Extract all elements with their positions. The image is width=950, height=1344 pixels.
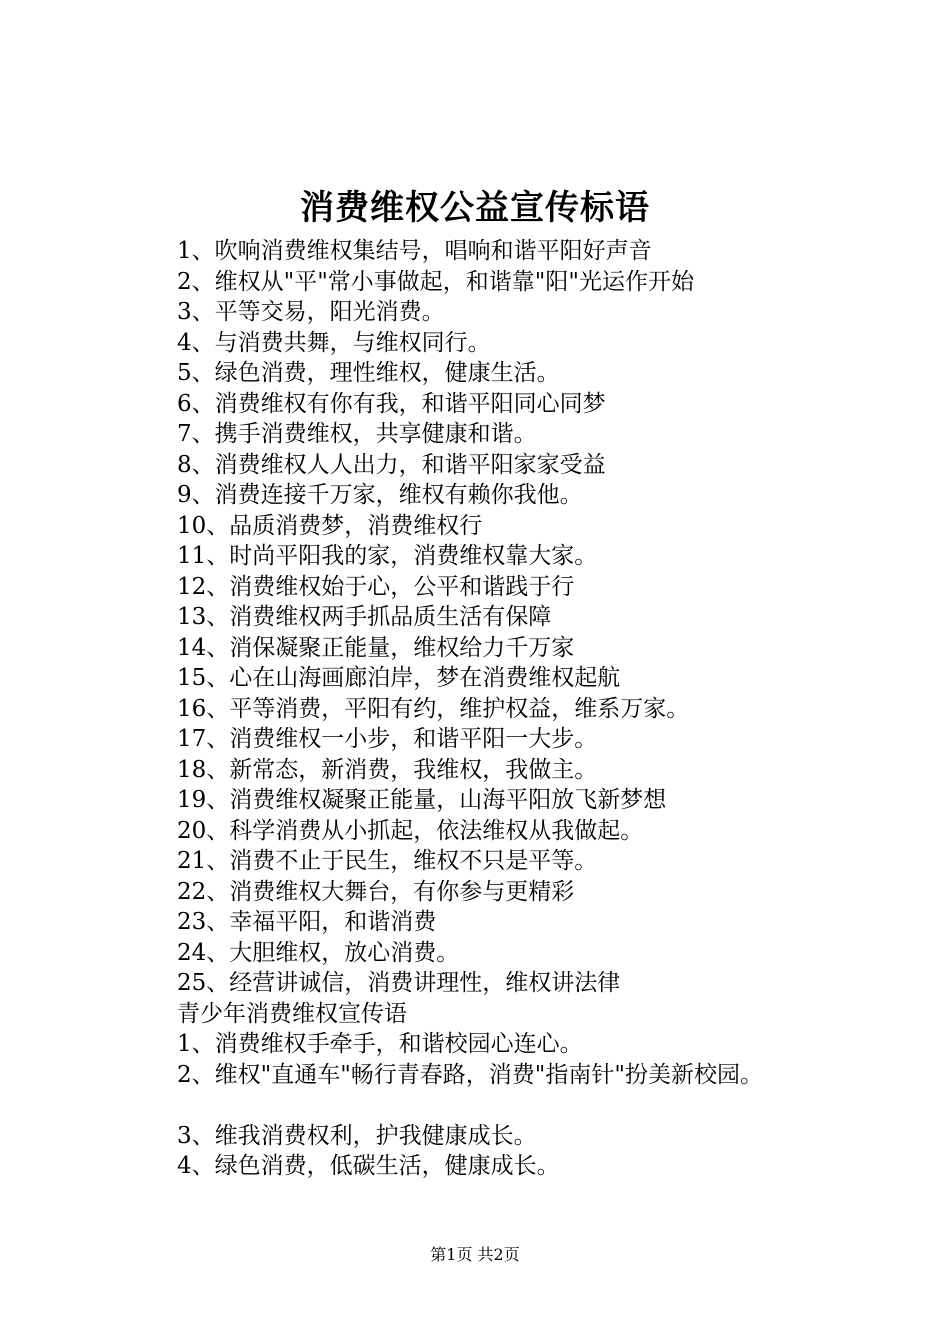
slogan-line: 5、绿色消费，理性维权，健康生活。 bbox=[177, 360, 560, 386]
slogan-line: 3、平等交易，阳光消费。 bbox=[177, 299, 445, 325]
section-heading: 青少年消费维权宣传语 bbox=[177, 1000, 407, 1027]
slogan-line: 1、消费维权手牵手，和谐校园心连心。 bbox=[177, 1031, 583, 1057]
slogan-line: 9、消费连接千万家，维权有赖你我他。 bbox=[177, 482, 583, 508]
slogan-line: 2、维权"直通车"畅行青春路，消费"指南针"扮美新校园。 bbox=[177, 1061, 763, 1088]
slogan-line: 3、维我消费权利，护我健康成长。 bbox=[177, 1122, 537, 1149]
slogan-line: 22、消费维权大舞台，有你参与更精彩 bbox=[177, 878, 575, 905]
page-title: 消费维权公益宣传标语 bbox=[300, 188, 650, 228]
slogan-line: 7、携手消费维权，共享健康和谐。 bbox=[177, 421, 537, 447]
slogan-line: 10、品质消费梦，消费维权行 bbox=[177, 512, 483, 539]
slogan-line: 2、维权从"平"常小事做起，和谐靠"阳"光运作开始 bbox=[177, 268, 694, 295]
slogan-line: 16、平等消费，平阳有约，维护权益，维系万家。 bbox=[177, 695, 690, 722]
slogan-line: 12、消费维权始于心，公平和谐践于行 bbox=[177, 573, 575, 600]
slogan-line: 11、时尚平阳我的家，消费维权靠大家。 bbox=[177, 543, 598, 569]
slogan-line: 19、消费维权凝聚正能量，山海平阳放飞新梦想 bbox=[177, 787, 667, 813]
slogan-list bbox=[177, 236, 937, 1182]
slogan-line: 6、消费维权有你有我，和谐平阳同心同梦 bbox=[177, 390, 606, 417]
slogan-line: 23、幸福平阳，和谐消费 bbox=[177, 909, 437, 935]
slogan-line: 25、经营讲诚信，消费讲理性，维权讲法律 bbox=[177, 970, 621, 996]
blank-line bbox=[177, 1090, 937, 1121]
youth-slogans-first bbox=[177, 1029, 937, 1090]
slogan-lines bbox=[177, 236, 937, 999]
slogan-line: 8、消费维权人人出力，和谐平阳家家受益 bbox=[177, 451, 606, 478]
page-footer: 第1页 共2页 bbox=[430, 1245, 520, 1264]
slogan-line: 18、新常态，新消费，我维权，我做主。 bbox=[177, 756, 598, 783]
slogan-line: 15、心在山海画廊泊岸，梦在消费维权起航 bbox=[177, 665, 621, 691]
slogan-line: 17、消费维权一小步，和谐平阳一大步。 bbox=[177, 726, 598, 752]
slogan-line: 14、消保凝聚正能量，维权给力千万家 bbox=[177, 634, 575, 661]
slogan-line: 4、与消费共舞，与维权同行。 bbox=[177, 329, 491, 356]
youth-slogans-second bbox=[177, 1121, 937, 1182]
slogan-line: 13、消费维权两手抓品质生活有保障 bbox=[177, 604, 552, 630]
slogan-line: 21、消费不止于民生，维权不只是平等。 bbox=[177, 848, 598, 874]
slogan-line: 1、吹响消费维权集结号，唱响和谐平阳好声音 bbox=[177, 238, 652, 264]
slogan-line: 4、绿色消费，低碳生活，健康成长。 bbox=[177, 1153, 560, 1179]
slogan-line: 20、科学消费从小抓起，依法维权从我做起。 bbox=[177, 817, 644, 844]
slogan-line: 24、大胆维权，放心消费。 bbox=[177, 939, 460, 966]
